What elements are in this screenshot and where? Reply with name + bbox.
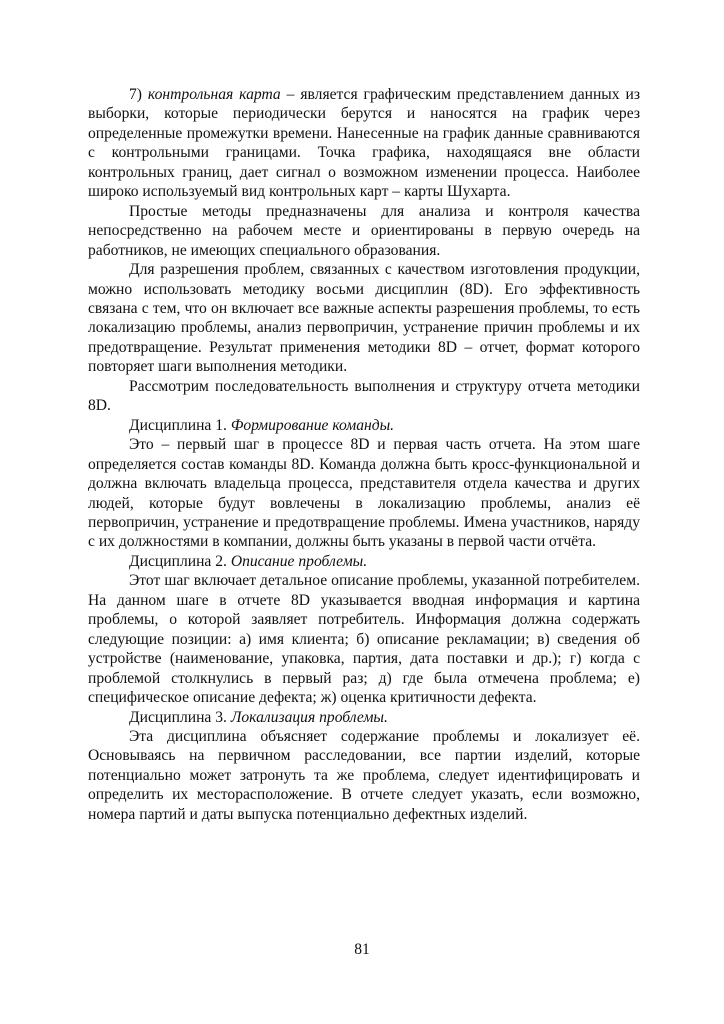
paragraph-text: – является графическим представлением данных из выборки, которые периодически берутся и наносятся на график через определенные промежутки времени. Нанесенные на график данные сравниваются с контрольными границами. Точка графика, находящаяся вне области контрольных границ, дает сигнал о возможном изменении процесса. Наиболее широко используемый вид контрольных карт – карты Шухарта. xyxy=(88,86,640,201)
paragraph-8d-sequence: Рассмотрим последовательность выполнения и структуру отчета методики 8D. xyxy=(88,377,640,415)
term-control-chart: контрольная карта xyxy=(147,86,281,103)
discipline-label: Дисциплина 3. xyxy=(129,708,231,726)
discipline-title: Описание проблемы. xyxy=(230,552,368,570)
heading-discipline-1 xyxy=(88,416,640,435)
paragraph-discipline-3: Эта дисциплина объясняет содержание проблемы и локализует её. Основываясь на первичном расследовании, все партии изделий, которые потенциально может затронуть та же проблема, следует идентифицировать и определить их месторасположение. В отчете следует указать, если возможно, номера партий и даты выпуска потенциально дефектных изделий. xyxy=(88,727,640,823)
heading-discipline-3 xyxy=(88,708,640,727)
paragraph-discipline-1: Это – первый шаг в процессе 8D и первая часть отчета. На этом шаге определяется состав команды 8D. Команда должна быть кросс-функциональной и должна включать владельца процесса, представителя отдела качества и других людей, которые будут вовлечены в локализацию проблемы, анализ её первопричин, устранение и предотвращение проблемы. Имена участников, наряду с их должностями в компании, должны быть указаны в первой части отчёта. xyxy=(88,436,640,551)
discipline-title: Формирование команды. xyxy=(230,416,395,434)
paragraph-simple-methods: Простые методы предназначены для анализа и контроля качества непосредственно на рабочем месте и ориентированы в первую очередь на работников, не имеющих специального образования. xyxy=(88,202,640,259)
discipline-label: Дисциплина 2. xyxy=(129,552,231,570)
page-number: 81 xyxy=(354,941,370,958)
paragraph-8d-intro: Для разрешения проблем, связанных с качеством изготовления продукции, можно использовать методику восьми дисциплин (8D). Его эффективность связана с тем, что он включает все важные аспекты разрешения проблемы, то есть локализацию проблемы, анализ первопричин, устранение причин проблемы и их предотвращение. Результат применения методики 8D – отчет, формат которого повторяет шаги выполнения методики. xyxy=(88,261,640,376)
list-number: 7) xyxy=(129,86,148,103)
paragraph-discipline-2: Этот шаг включает детальное описание проблемы, указанной потребителем. На данном шаге в отчете 8D указывается вводная информация и картина проблемы, о которой заявляет потребитель. Информация должна содержать следующие позиции: а) имя клиента; б) описание рекламации; в) сведения об устройстве (наименование, упаковка, партия, дата поставки и др.); г) когда с проблемой столкнулись в первый раз; д) где была отмечена проблема; е) специфическое описание дефекта; ж) оценка критичности дефекта. xyxy=(88,572,640,707)
paragraph-control-chart xyxy=(88,85,640,202)
heading-discipline-2 xyxy=(88,552,640,571)
discipline-title: Локализация проблемы. xyxy=(230,708,388,726)
body-text xyxy=(88,85,640,824)
discipline-label: Дисциплина 1. xyxy=(129,416,231,434)
